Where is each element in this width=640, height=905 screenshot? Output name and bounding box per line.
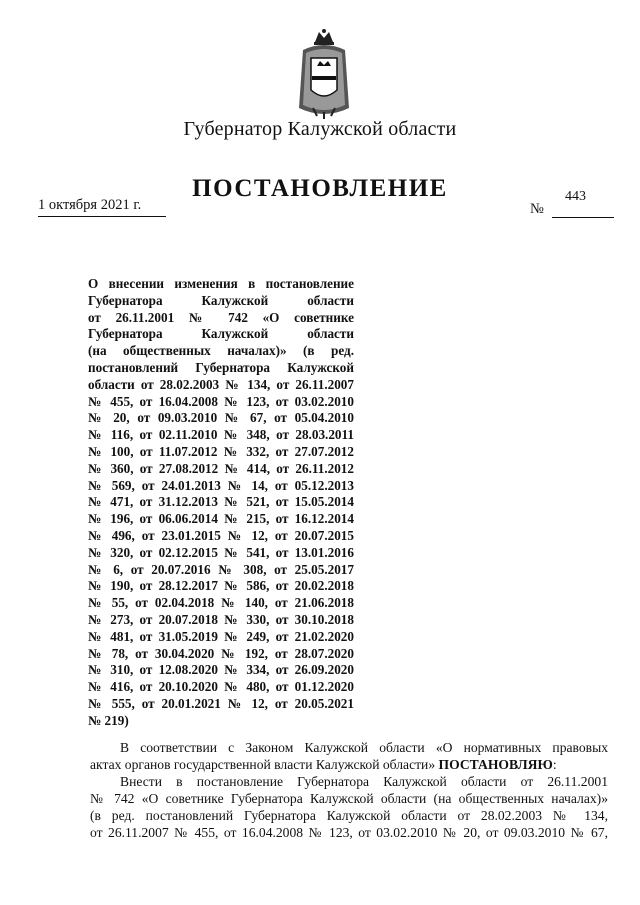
title-line: № 6, от 20.07.2016 № 308, от 25.05.2017 (88, 561, 354, 577)
title-line: № 496, от 23.01.2015 № 12, от 20.07.2015 (88, 527, 354, 543)
title-line: № 310, от 12.08.2020 № 334, от 26.09.2020 (88, 662, 354, 678)
title-line: № 360, от 27.08.2012 № 414, от 26.11.2012 (88, 460, 354, 476)
title-line: Губернатора Калужской области (88, 326, 354, 342)
title-line: области от 28.02.2003 № 134, от 26.11.2007 (88, 376, 354, 392)
title-line: № 273, от 20.07.2018 № 330, от 30.10.2018 (88, 611, 354, 627)
title-line: № 116, от 02.11.2010 № 348, от 28.03.2011 (88, 427, 354, 443)
title-line: № 219) (88, 712, 129, 728)
document-body (90, 739, 608, 841)
title-line: № 416, от 20.10.2020 № 480, от 01.12.2020 (88, 679, 354, 695)
title-line: О внесении изменения в постановление (88, 276, 354, 291)
body-line: № 742 «О советнике Губернатора Калужской области (на общественных началах)» (90, 791, 608, 806)
body-line: Внести в постановление Губернатора Калужской области от 26.11.2001 (120, 774, 608, 789)
body-text-fragment: актах органов государственной власти Калужской области» (90, 757, 439, 772)
document-date: 1 октября 2021 г. (38, 197, 166, 217)
title-line: Губернатора Калужской области (88, 292, 354, 308)
document-title (88, 276, 354, 730)
title-line: № 78, от 30.04.2020 № 192, от 28.07.2020 (88, 645, 354, 661)
title-line: № 20, от 09.03.2010 № 67, от 05.04.2010 (88, 410, 354, 426)
title-line: (на общественных началах)» (в ред. (88, 343, 354, 359)
decree-colon: : (552, 757, 557, 772)
title-line: № 471, от 31.12.2013 № 521, от 15.05.2014 (88, 494, 354, 510)
title-line: от 26.11.2001 № 742 «О советнике (88, 309, 354, 325)
decree-word: ПОСТАНОВЛЯЮ (438, 757, 553, 772)
title-line: № 55, от 02.04.2018 № 140, от 21.06.2018 (88, 595, 354, 611)
number-label: № (530, 201, 544, 217)
body-line: от 26.11.2007 № 455, от 16.04.2008 № 123, от 03.02.2010 № 20, от 09.03.2010 № 67, (90, 825, 608, 840)
body-line: (в ред. постановлений Губернатора Калужской области от 28.02.2003 № 134, (90, 808, 608, 823)
body-line: В соответствии с Законом Калужской области «О нормативных правовых (120, 740, 608, 755)
title-line: № 569, от 24.01.2013 № 14, от 05.12.2013 (88, 477, 354, 493)
document-number: 443 (565, 189, 586, 204)
title-line: № 196, от 06.06.2014 № 215, от 16.12.2014 (88, 511, 354, 527)
title-line: № 190, от 28.12.2017 № 586, от 20.02.2018 (88, 578, 354, 594)
body-line (90, 756, 608, 773)
title-line: № 100, от 11.07.2012 № 332, от 27.07.2012 (88, 443, 354, 459)
title-line: № 320, от 02.12.2015 № 541, от 13.01.2016 (88, 544, 354, 560)
title-line: № 481, от 31.05.2019 № 249, от 21.02.2020 (88, 628, 354, 644)
coat-of-arms-icon (293, 28, 355, 120)
title-line: № 455, от 16.04.2008 № 123, от 03.02.2010 (88, 393, 354, 409)
authority-name: Губернатор Калужской области (183, 118, 457, 140)
number-underline (552, 217, 614, 218)
document-type: ПОСТАНОВЛЕНИЕ (192, 175, 448, 202)
title-line: постановлений Губернатора Калужской (88, 359, 354, 375)
title-line: № 555, от 20.01.2021 № 12, от 20.05.2021 (88, 695, 354, 711)
